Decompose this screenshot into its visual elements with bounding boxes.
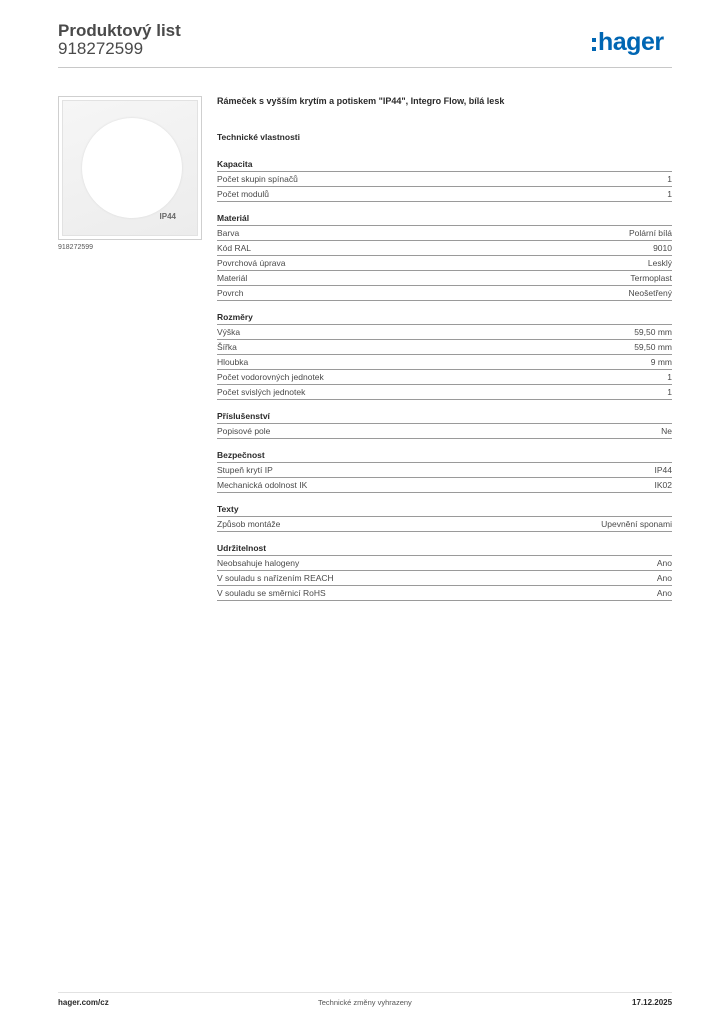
spec-group-title: Kapacita <box>217 159 672 172</box>
spec-group-title: Materiál <box>217 213 672 226</box>
spec-group <box>217 411 672 439</box>
spec-label: Kód RAL <box>217 243 252 253</box>
spec-group <box>217 504 672 532</box>
spec-label: Stupeň krytí IP <box>217 465 273 475</box>
spec-label: Počet skupin spínačů <box>217 174 298 184</box>
spec-value: 1 <box>667 174 672 184</box>
spec-label: Počet vodorovných jednotek <box>217 372 324 382</box>
spec-value: 1 <box>667 387 672 397</box>
spec-value: Ano <box>656 588 672 598</box>
frame-opening <box>82 118 182 218</box>
spec-label: Neobsahuje halogeny <box>217 558 300 568</box>
spec-value: Upevnění sponami <box>601 519 672 529</box>
spec-value: Neošetřený <box>628 288 672 298</box>
spec-row <box>217 187 672 202</box>
spec-row <box>217 325 672 340</box>
spec-row <box>217 271 672 286</box>
spec-label: Počet modulů <box>217 189 269 199</box>
spec-row <box>217 355 672 370</box>
spec-label: Povrchová úprava <box>217 258 286 268</box>
spec-label: V souladu s nařízením REACH <box>217 573 334 583</box>
spec-group <box>217 312 672 400</box>
spec-group-title: Udržitelnost <box>217 543 672 556</box>
frame-plate <box>62 100 198 236</box>
spec-row <box>217 340 672 355</box>
spec-group <box>217 450 672 493</box>
spec-row <box>217 370 672 385</box>
spec-value: 59,50 mm <box>634 342 672 352</box>
product-image <box>58 96 202 240</box>
spec-label: Šířka <box>217 342 237 352</box>
spec-group <box>217 159 672 202</box>
spec-label: Barva <box>217 228 240 238</box>
specs-content <box>217 96 672 612</box>
spec-row <box>217 571 672 586</box>
spec-label: V souladu se směrnicí RoHS <box>217 588 326 598</box>
spec-group-title: Příslušenství <box>217 411 672 424</box>
spec-label: Mechanická odolnost IK <box>217 480 308 490</box>
spec-groups <box>217 159 672 601</box>
spec-group-title: Bezpečnost <box>217 450 672 463</box>
product-title: Rámeček s vyšším krytím a potiskem "IP44", Integro Flow, bílá lesk <box>217 96 505 106</box>
spec-value: Lesklý <box>647 258 672 268</box>
spec-value: 1 <box>667 372 672 382</box>
image-caption: 918272599 <box>58 244 94 251</box>
spec-row <box>217 463 672 478</box>
spec-value: 1 <box>667 189 672 199</box>
spec-group <box>217 213 672 301</box>
spec-label: Materiál <box>217 273 248 283</box>
footer-divider <box>58 992 672 993</box>
header-divider <box>58 67 672 68</box>
footer-website[interactable]: hager.com/cz <box>58 998 109 1007</box>
spec-row <box>217 241 672 256</box>
spec-value: Ne <box>661 426 672 436</box>
spec-value: 9 mm <box>650 357 672 367</box>
spec-row <box>217 256 672 271</box>
footer-date: 17.12.2025 <box>632 998 673 1007</box>
page-title: Produktový list <box>58 21 181 40</box>
logo-dots-icon <box>592 38 596 51</box>
spec-group <box>217 543 672 601</box>
spec-row <box>217 286 672 301</box>
spec-value: IP44 <box>654 465 672 475</box>
spec-row <box>217 517 672 532</box>
spec-group-title: Rozměry <box>217 312 672 325</box>
product-code: 918272599 <box>58 39 144 58</box>
spec-row <box>217 424 672 439</box>
spec-label: Výška <box>217 327 241 337</box>
section-title: Technické vlastnosti <box>217 132 300 142</box>
spec-row <box>217 478 672 493</box>
hager-logo <box>592 28 664 56</box>
spec-value: Ano <box>656 558 672 568</box>
spec-value: 59,50 mm <box>634 327 672 337</box>
spec-label: Počet svislých jednotek <box>217 387 306 397</box>
spec-row <box>217 556 672 571</box>
spec-value: IK02 <box>654 480 672 490</box>
spec-value: Ano <box>656 573 672 583</box>
spec-row <box>217 172 672 187</box>
spec-row <box>217 586 672 601</box>
logo-text: hager <box>598 27 664 56</box>
frame-print-label: IP44 <box>159 212 176 221</box>
spec-group-title: Texty <box>217 504 672 517</box>
footer-notice: Technické změny vyhrazeny <box>318 998 412 1007</box>
spec-row <box>217 226 672 241</box>
spec-label: Popisové pole <box>217 426 271 436</box>
spec-label: Povrch <box>217 288 244 298</box>
spec-row <box>217 385 672 400</box>
spec-label: Způsob montáže <box>217 519 281 529</box>
spec-label: Hloubka <box>217 357 249 367</box>
spec-value: Polární bílá <box>629 228 672 238</box>
spec-value: Termoplast <box>630 273 672 283</box>
spec-value: 9010 <box>653 243 672 253</box>
